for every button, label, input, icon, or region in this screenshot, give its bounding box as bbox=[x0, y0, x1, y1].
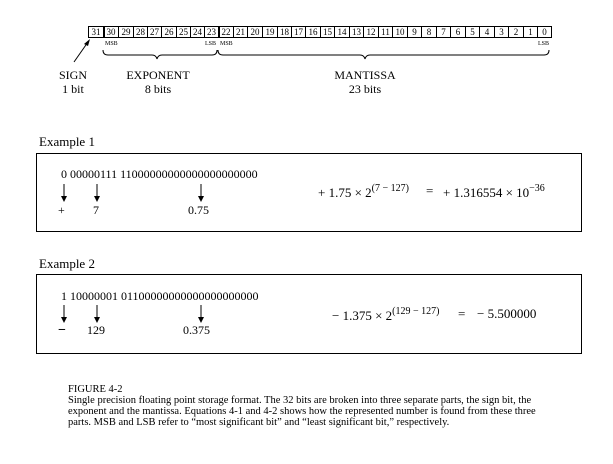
exponent-brace bbox=[103, 50, 217, 59]
example1-mantissa: 0.75 bbox=[188, 203, 209, 217]
sign-field-size: 1 bit bbox=[62, 82, 84, 96]
example1-sign: + bbox=[58, 203, 65, 217]
example1-result-base: + 1.316554 × 10 bbox=[443, 185, 530, 200]
bit-cell: 17 bbox=[291, 26, 306, 38]
example1-result bbox=[443, 183, 545, 201]
mantissa-field-size: 23 bits bbox=[348, 82, 382, 96]
bit-cell: 21 bbox=[233, 26, 248, 38]
example1-formula bbox=[318, 183, 409, 201]
bit-cell: 20 bbox=[247, 26, 263, 38]
bit-cell: 5 bbox=[465, 26, 480, 38]
bit-cell: 9 bbox=[407, 26, 422, 38]
bit-cell: 18 bbox=[277, 26, 292, 38]
bit-cell: 23 bbox=[204, 26, 219, 38]
example2-result: − 5.500000 bbox=[477, 306, 537, 321]
bit-cell: 14 bbox=[334, 26, 350, 38]
bit-cell: 27 bbox=[147, 26, 162, 38]
bit-cell: 7 bbox=[436, 26, 451, 38]
bit-cell: 11 bbox=[378, 26, 393, 38]
bit-cell: 19 bbox=[262, 26, 278, 38]
bit-cell: 16 bbox=[305, 26, 321, 38]
bit-cell: 10 bbox=[392, 26, 408, 38]
example2-formula-base: − 1.375 × 2 bbox=[332, 308, 393, 323]
bit-cell: 31 bbox=[88, 26, 104, 38]
example2-formula bbox=[332, 306, 439, 324]
exponent-field-name: EXPONENT bbox=[126, 68, 190, 82]
bit-cell: 8 bbox=[421, 26, 437, 38]
bit-cell: 25 bbox=[176, 26, 191, 38]
bit-cell: 28 bbox=[133, 26, 148, 38]
example1-formula-exponent: (7 − 127) bbox=[371, 183, 409, 194]
figure-caption bbox=[68, 384, 558, 428]
msb-mantissa-marker: MSB bbox=[220, 41, 233, 47]
example2-sign: − bbox=[58, 323, 66, 338]
example1-bits: 0 00000111 11000000000000000000000 bbox=[61, 167, 258, 181]
bit-cell: 1 bbox=[523, 26, 538, 38]
lsb-exponent-marker: LSB bbox=[205, 41, 217, 47]
bit-cell: 15 bbox=[320, 26, 335, 38]
sign-pointer-arrowhead bbox=[84, 39, 90, 46]
bit-cell: 3 bbox=[494, 26, 509, 38]
bit-cell: 4 bbox=[479, 26, 495, 38]
bit-cell: 6 bbox=[450, 26, 466, 38]
lsb-mantissa-marker: LSB bbox=[538, 41, 550, 47]
mantissa-field-name: MANTISSA bbox=[334, 68, 396, 82]
msb-exponent-marker: MSB bbox=[105, 41, 118, 47]
example1-exponent: 7 bbox=[93, 203, 99, 217]
bit-cell: 29 bbox=[118, 26, 134, 38]
example1-formula-base: + 1.75 × 2 bbox=[318, 185, 372, 200]
example2-equals: = bbox=[458, 306, 466, 321]
bit-cell: 22 bbox=[218, 26, 234, 38]
bit-cell: 13 bbox=[349, 26, 364, 38]
bit-cell: 24 bbox=[190, 26, 205, 38]
figure-caption-text: Single precision floating point storage format. The 32 bits are broken into three separate parts, the sign bit, the exponent and the mantissa. Equations 4-1 and 4-2 shows how the represented number is found from these three parts. MSB and LSB refer to “most significant bit” and “least significant bit,” respectively. bbox=[68, 395, 536, 428]
sign-field-name: SIGN bbox=[58, 68, 87, 82]
exponent-field-size: 8 bits bbox=[144, 82, 172, 96]
bit-cell: 0 bbox=[537, 26, 552, 38]
mantissa-brace bbox=[218, 50, 549, 59]
bit-cell: 30 bbox=[103, 26, 119, 38]
example2-bits: 1 10000001 01100000000000000000000 bbox=[61, 289, 259, 303]
example1-equals: = bbox=[426, 183, 434, 198]
sign-pointer-line bbox=[74, 42, 88, 62]
example2-mantissa: 0.375 bbox=[183, 323, 210, 337]
example2-formula-exponent: (129 − 127) bbox=[392, 306, 440, 317]
bit-cell: 26 bbox=[161, 26, 177, 38]
example1-result-exponent: −36 bbox=[529, 183, 545, 194]
example1-title: Example 1 bbox=[39, 134, 95, 149]
bit-cell: 2 bbox=[508, 26, 524, 38]
bit-cell: 12 bbox=[363, 26, 379, 38]
figure-label: FIGURE 4-2 bbox=[68, 384, 123, 395]
example2-exponent: 129 bbox=[87, 323, 105, 337]
example2-title: Example 2 bbox=[39, 256, 95, 271]
